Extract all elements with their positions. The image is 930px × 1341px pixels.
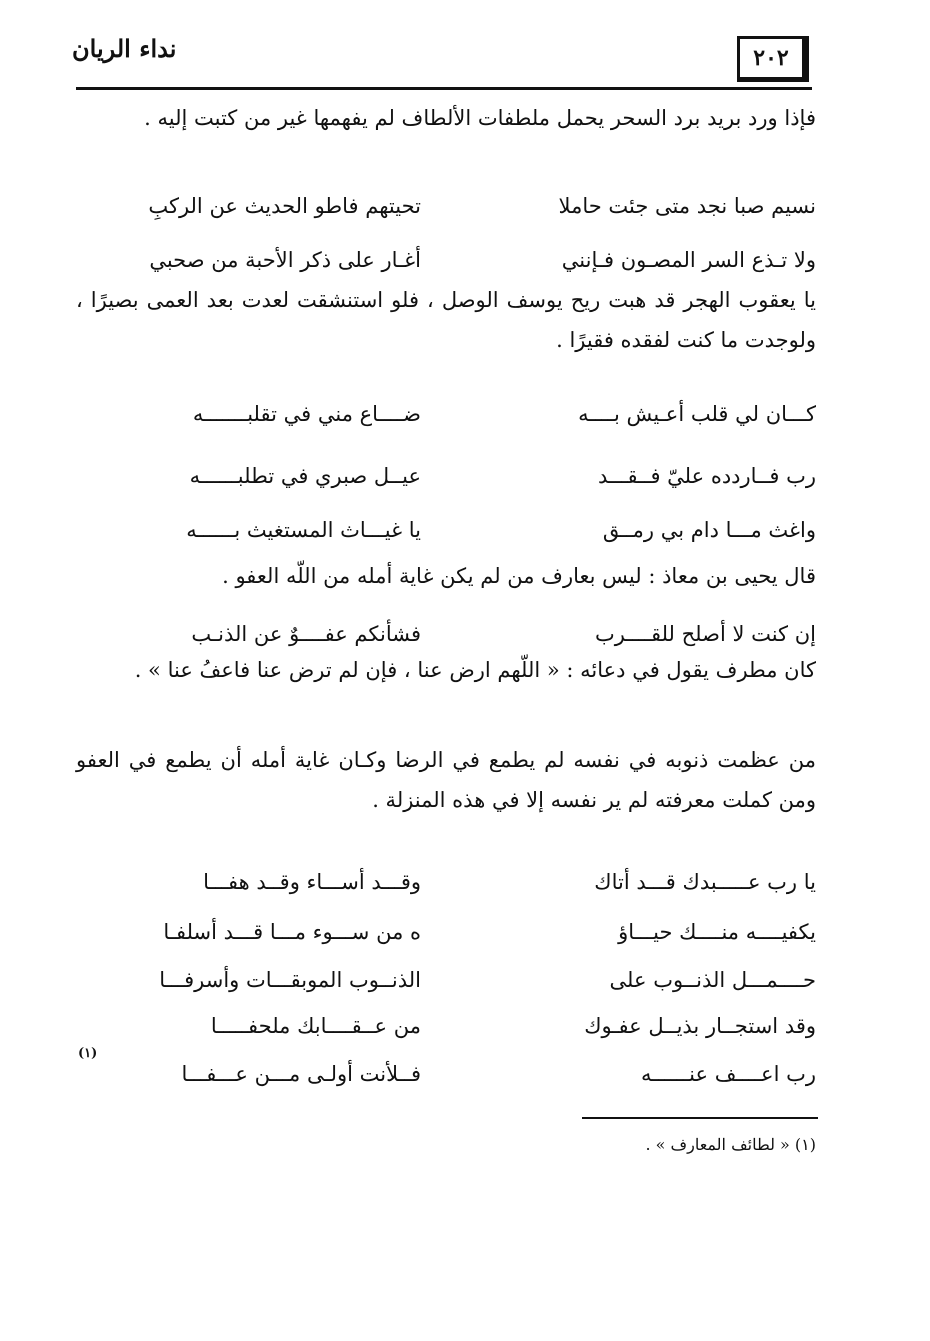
- verse-7-first-hemistich: يا رب عـــــبدك قـــد أتاك: [594, 870, 816, 894]
- verse-line-11: [76, 1054, 816, 1094]
- verse-line-9: [76, 960, 816, 1000]
- paragraph-5: من عظمت ذنوبه في نفسه لم يطمع في الرضا وكـان غاية أمله أن يطمع في العفو ومن كملت معرفته لم ير نفسه إلا في هذه المنزلة .: [76, 748, 816, 812]
- verse-line-3: [76, 394, 816, 434]
- paragraph-2: يا يعقوب الهجر قد هبت ريح يوسف الوصل ، فلو استنشقت لعدت بعد العمى بصيرًا ، ولوجدت ما كنت لفقده فقيرًا .: [76, 288, 816, 352]
- verse-4-second-hemistich: عيــل صبري في تطلبــــــه: [189, 464, 421, 488]
- verse-line-1: [76, 186, 816, 226]
- verse-10-first-hemistich: وقد استجــار بذيــل عفـوك: [584, 1014, 816, 1038]
- paragraph-4: كان مطرف يقول في دعائه : « اللّهم ارض عنا ، فإن لم ترض عنا فاعفُ عنا » .: [134, 658, 816, 682]
- verse-8-first-hemistich: يكفيــــه منــــك حيـــاؤ: [618, 920, 816, 944]
- verse-line-6: [76, 614, 816, 654]
- footnote-divider: [582, 1117, 818, 1119]
- verse-8-second-hemistich: ه من ســـوء مـــا قـــد أسلفـا: [163, 920, 421, 944]
- verse-10-second-hemistich: من عــقــــابك ملحفـــــا: [210, 1014, 421, 1038]
- verse-7-second-hemistich: وقـــد أســـاء وقــد هفـــا: [203, 870, 421, 894]
- verse-2-second-hemistich: أغـار على ذكر الأحبة من صحبي: [149, 248, 421, 272]
- verse-6-first-hemistich: إن كنت لا أصلح للقــــرب: [594, 622, 816, 646]
- paragraph-1: فإذا ورد بريد برد السحر يحمل ملطفات الألطاف لم يفهمها غير من كتبت إليه .: [144, 106, 816, 130]
- footnote-reference-marker: (١): [78, 1046, 98, 1061]
- verse-line-5: [76, 510, 816, 550]
- page-title: نداء الريان: [72, 34, 177, 63]
- footnote: (١) « لطائف المعارف » .: [645, 1135, 816, 1154]
- verse-6-second-hemistich: فشأنكم عفــــوٌ عن الذنـب: [191, 622, 421, 646]
- page-number: ٢٠٢: [737, 36, 809, 82]
- paragraph-3: قال يحيى بن معاذ : ليس بعارف من لم يكن غاية أمله من اللّه العفو .: [222, 564, 816, 588]
- verse-line-4: [76, 456, 816, 496]
- verse-1-first-hemistich: نسيم صبا نجد متى جئت حاملا: [558, 194, 816, 218]
- verse-5-first-hemistich: واغث مـــا دام بي رمــق: [602, 518, 816, 542]
- verse-line-10: [76, 1006, 816, 1046]
- header-divider: [76, 87, 812, 90]
- verse-3-first-hemistich: كـــان لي قلب أعـيش بــــه: [578, 402, 816, 426]
- verse-11-second-hemistich: فــلأنت أولـى مـــن عـــفـــا: [181, 1062, 421, 1086]
- verse-line-8: [76, 912, 816, 952]
- verse-line-2: [76, 240, 816, 280]
- verse-2-first-hemistich: ولا تـذع السر المصـون فـإنني: [561, 248, 816, 272]
- verse-11-first-hemistich: رب اعــــف عنــــــه: [640, 1062, 816, 1086]
- verse-3-second-hemistich: ضــــاع مني في تقلبـــــــه: [192, 402, 421, 426]
- verse-1-second-hemistich: تحيتهم فاطو الحديث عن الركبِ: [148, 194, 421, 218]
- verse-4-first-hemistich: رب فــاردده عليّ فــقـــد: [598, 464, 816, 488]
- verse-5-second-hemistich: يا غيـــاث المستغيث بــــــه: [186, 518, 421, 542]
- verse-9-first-hemistich: حــــمـــل الذنــوب على: [609, 968, 816, 992]
- verse-9-second-hemistich: الذنــوب الموبقـــات وأسرفـــا: [159, 968, 421, 992]
- verse-line-7: [76, 862, 816, 902]
